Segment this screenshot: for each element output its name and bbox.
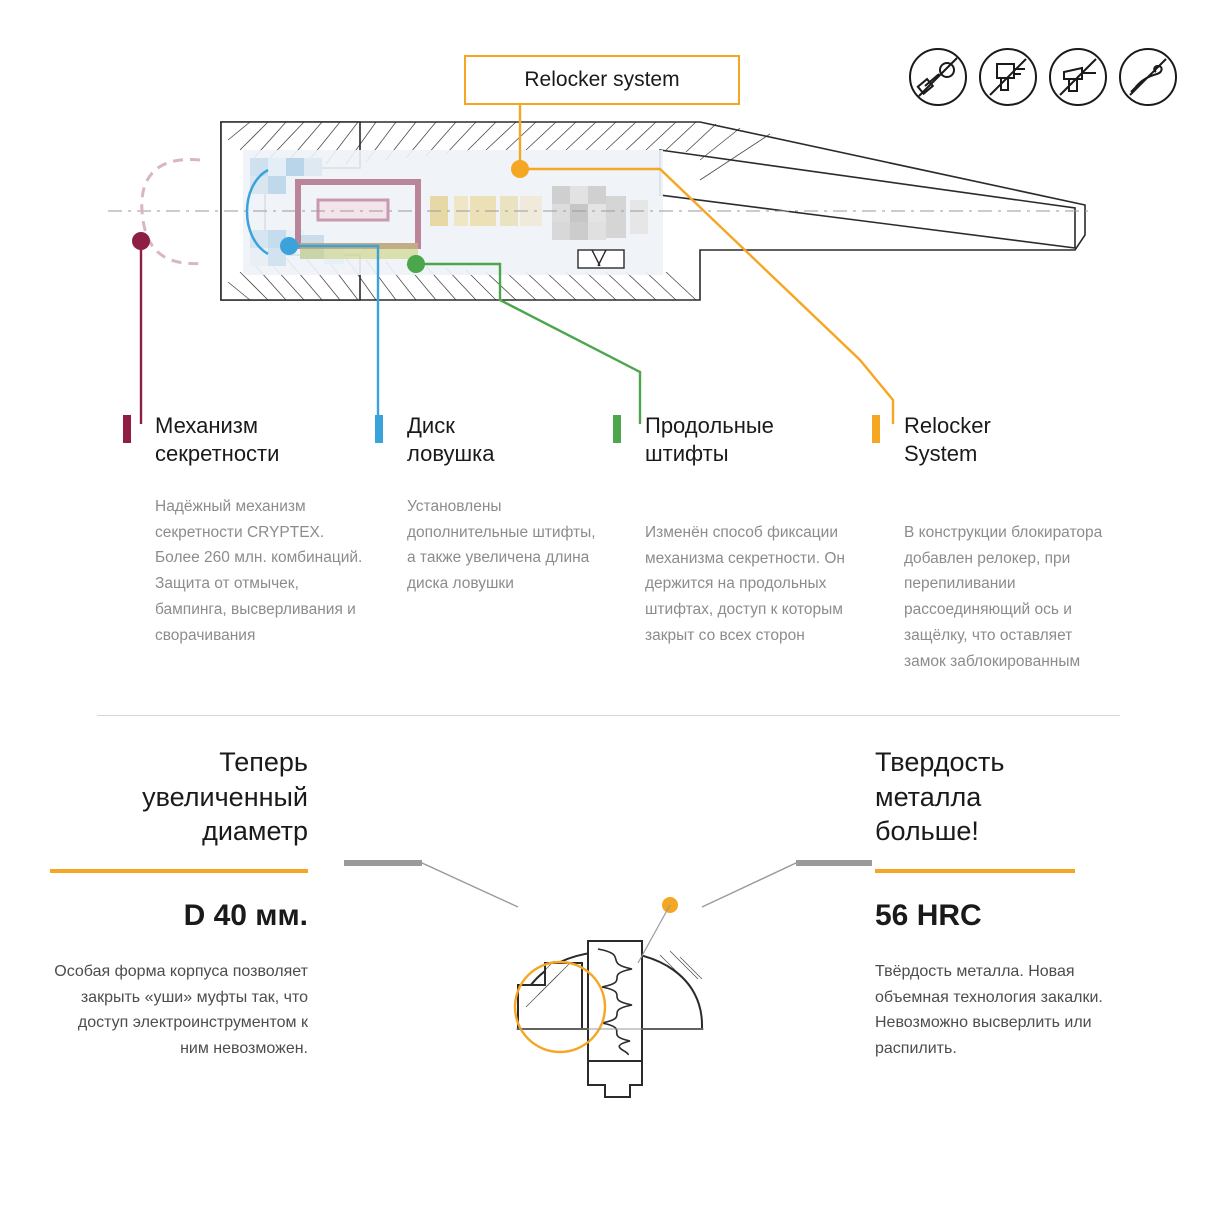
no-drill-icon	[979, 48, 1037, 106]
feature-title-line2: System	[904, 440, 978, 466]
pictogram-group	[909, 48, 1177, 106]
feature-title	[375, 412, 607, 472]
feature-color-bar	[375, 415, 383, 443]
hardness-value: 56 HRC	[875, 898, 982, 932]
hardness-description: Твёрдость металла. Новая объемная технология закалки. Невозможно высверлить или распилить.	[875, 962, 1103, 1058]
feature-relocker-system	[872, 412, 1112, 674]
feature-title-line1: Продольные	[645, 413, 774, 438]
diameter-value: D 40 мм.	[183, 898, 308, 932]
diameter-heading-line3: диаметр	[202, 816, 308, 847]
feature-color-bar	[872, 415, 880, 443]
feature-secrecy-mechanism	[123, 412, 363, 648]
puck-cross-section-drawing	[330, 845, 890, 1165]
shackle-dashed-outline	[142, 159, 205, 263]
relocker-callout-label: Relocker system	[524, 68, 680, 91]
feature-color-bar	[123, 415, 131, 443]
no-grinder-icon	[909, 48, 967, 106]
relocker-callout-box	[464, 55, 740, 105]
hardness-accent-rule	[875, 869, 1075, 873]
feature-title-line1: Relocker	[904, 413, 991, 438]
section-divider	[97, 715, 1120, 716]
hardness-heading-line2: металла	[875, 781, 982, 812]
bottom-section	[0, 745, 1217, 1145]
diameter-accent-rule	[50, 869, 308, 873]
feature-title-line1: Механизм	[155, 413, 258, 438]
feature-title	[613, 412, 861, 472]
hardness-heading-line1: Твердость	[875, 747, 1005, 777]
diameter-heading-line2: увеличенный	[142, 781, 308, 812]
feature-description: Установлены дополнительные штифты, а также увеличена длина диска ловушки	[407, 498, 596, 593]
feature-description: Изменён способ фиксации механизма секретности. Он держится на продольных штифтах, доступ к которым закрыт со всех сторон	[645, 524, 845, 644]
hardness-block	[875, 745, 1135, 1062]
no-crowbar-icon	[1119, 48, 1177, 106]
feature-longitudinal-pins	[613, 412, 861, 649]
hardness-heading	[875, 745, 1135, 849]
feature-title-line2: ловушка	[407, 440, 495, 466]
latch-detail	[578, 250, 624, 268]
feature-trap-disc	[375, 412, 607, 597]
feature-color-bar	[613, 415, 621, 443]
hardness-heading-line3: больше!	[875, 816, 979, 847]
feature-title-line1: Диск	[407, 413, 455, 438]
feature-description: В конструкции блокиратора добавлен релокер, при перепиливании рассоединяющий ось и защёлку, что оставляет замок заблокированным	[904, 524, 1103, 670]
no-impact-driver-icon	[1049, 48, 1107, 106]
diameter-description: Особая форма корпуса позволяет закрыть «уши» муфты так, что доступ электроинструментом к ним невозможен.	[54, 962, 308, 1058]
feature-title-line2: штифты	[645, 440, 729, 466]
diameter-block	[48, 745, 308, 1062]
feature-description: Надёжный механизм секретности CRYPTEX. Более 260 млн. комбинаций. Защита от отмычек, бампинга, высверливания и сворачивания	[155, 498, 363, 644]
diameter-heading	[48, 745, 308, 849]
diameter-heading-line1: Теперь	[219, 747, 308, 777]
feature-title	[872, 412, 1112, 472]
feature-title-line2: секретности	[155, 440, 280, 466]
feature-title	[123, 412, 363, 472]
